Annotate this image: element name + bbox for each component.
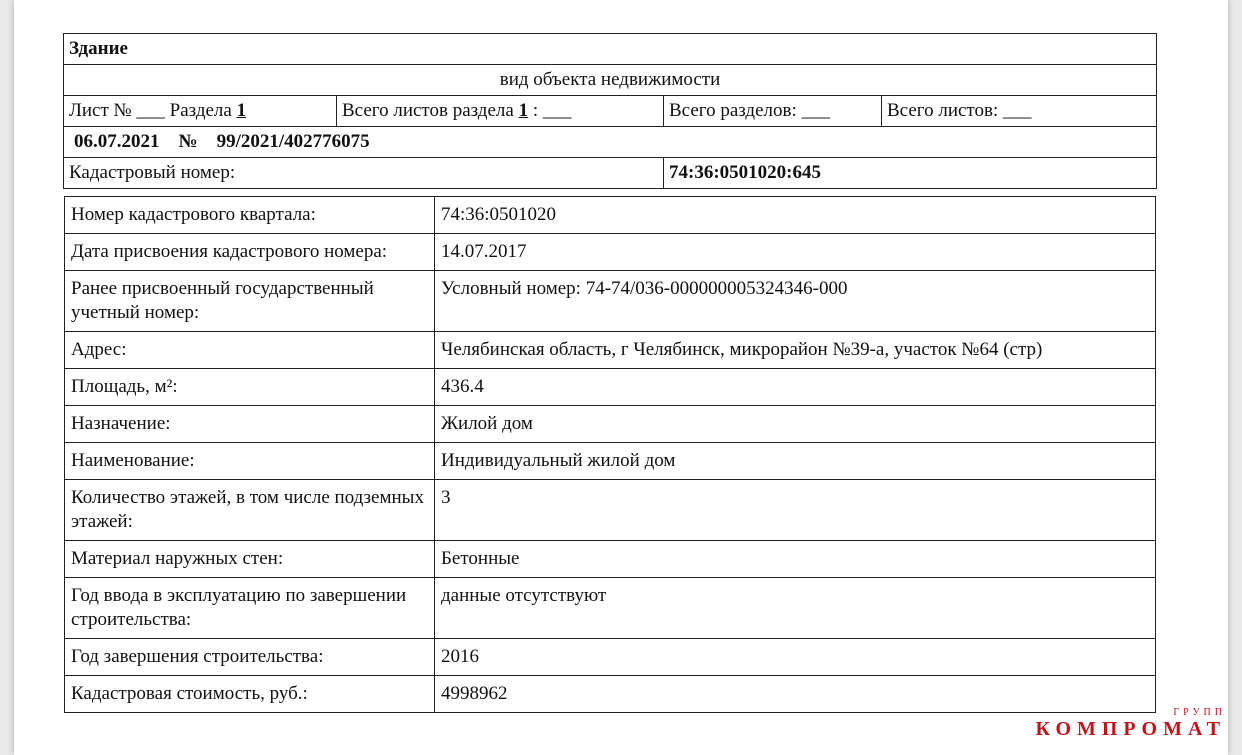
section-sheets-suffix: : ___: [532, 100, 572, 121]
row-label: Количество этажей, в том числе подземных этажей:: [65, 480, 435, 541]
table-row: [65, 406, 1156, 443]
total-sections: Всего разделов: ___: [664, 96, 882, 127]
row-label: Номер кадастрового квартала:: [65, 197, 435, 234]
watermark-main-text: КОМПРОМАТ: [1035, 718, 1226, 740]
row-value: Челябинская область, г Челябинск, микрорайон №39-а, участок №64 (стр): [435, 332, 1156, 369]
table-row: [65, 197, 1156, 234]
sheet-label: Лист № ___ Раздела: [69, 100, 232, 121]
row-label: Ранее присвоенный государственный учетный номер:: [65, 271, 435, 332]
row-value: 436.4: [435, 369, 1156, 406]
row-label: Материал наружных стен:: [65, 541, 435, 578]
document-header-table: [63, 33, 1157, 189]
row-value: Бетонные: [435, 541, 1156, 578]
section-sheets-label: Всего листов раздела: [342, 100, 514, 121]
row-value: 74:36:0501020: [435, 197, 1156, 234]
table-row: [65, 369, 1156, 406]
row-value: Жилой дом: [435, 406, 1156, 443]
object-title: Здание: [64, 34, 1157, 65]
row-label: Адрес:: [65, 332, 435, 369]
property-details-table: [64, 196, 1156, 713]
row-label: Кадастровая стоимость, руб.:: [65, 676, 435, 713]
row-value: 4998962: [435, 676, 1156, 713]
row-label: Наименование:: [65, 443, 435, 480]
table-row: [65, 271, 1156, 332]
document-number: 99/2021/402776075: [216, 131, 370, 152]
row-label: Дата присвоения кадастрового номера:: [65, 234, 435, 271]
row-value: Индивидуальный жилой дом: [435, 443, 1156, 480]
row-value: данные отсутствуют: [435, 578, 1156, 639]
document-date: 06.07.2021: [74, 131, 160, 152]
document-date-number: [64, 127, 1157, 158]
row-label: Площадь, м²:: [65, 369, 435, 406]
table-row: [65, 443, 1156, 480]
table-row: [65, 639, 1156, 676]
row-value: 2016: [435, 639, 1156, 676]
table-row: [65, 234, 1156, 271]
row-value: 3: [435, 480, 1156, 541]
section-number: 1: [236, 100, 247, 121]
kompromat-watermark: [1035, 708, 1226, 740]
sheet-cell: [64, 96, 337, 127]
row-value: Условный номер: 74-74/036-000000005324346-000: [435, 271, 1156, 332]
watermark-top-text: ГРУПП: [1173, 707, 1226, 718]
total-sheets: Всего листов: ___: [882, 96, 1157, 127]
table-row: [65, 541, 1156, 578]
table-row: [65, 676, 1156, 713]
section-sheets-value: 1: [518, 100, 529, 121]
table-row: [65, 578, 1156, 639]
row-label: Год завершения строительства:: [65, 639, 435, 676]
section-sheets-cell: [337, 96, 664, 127]
row-label: Назначение:: [65, 406, 435, 443]
row-value: 14.07.2017: [435, 234, 1156, 271]
row-label: Год ввода в эксплуатацию по завершении строительства:: [65, 578, 435, 639]
cadastral-number-value: 74:36:0501020:645: [664, 158, 1157, 189]
number-sign: №: [178, 131, 198, 152]
cadastral-number-label: Кадастровый номер:: [64, 158, 664, 189]
table-row: [65, 480, 1156, 541]
table-row: [65, 332, 1156, 369]
object-kind-caption: вид объекта недвижимости: [64, 65, 1157, 96]
